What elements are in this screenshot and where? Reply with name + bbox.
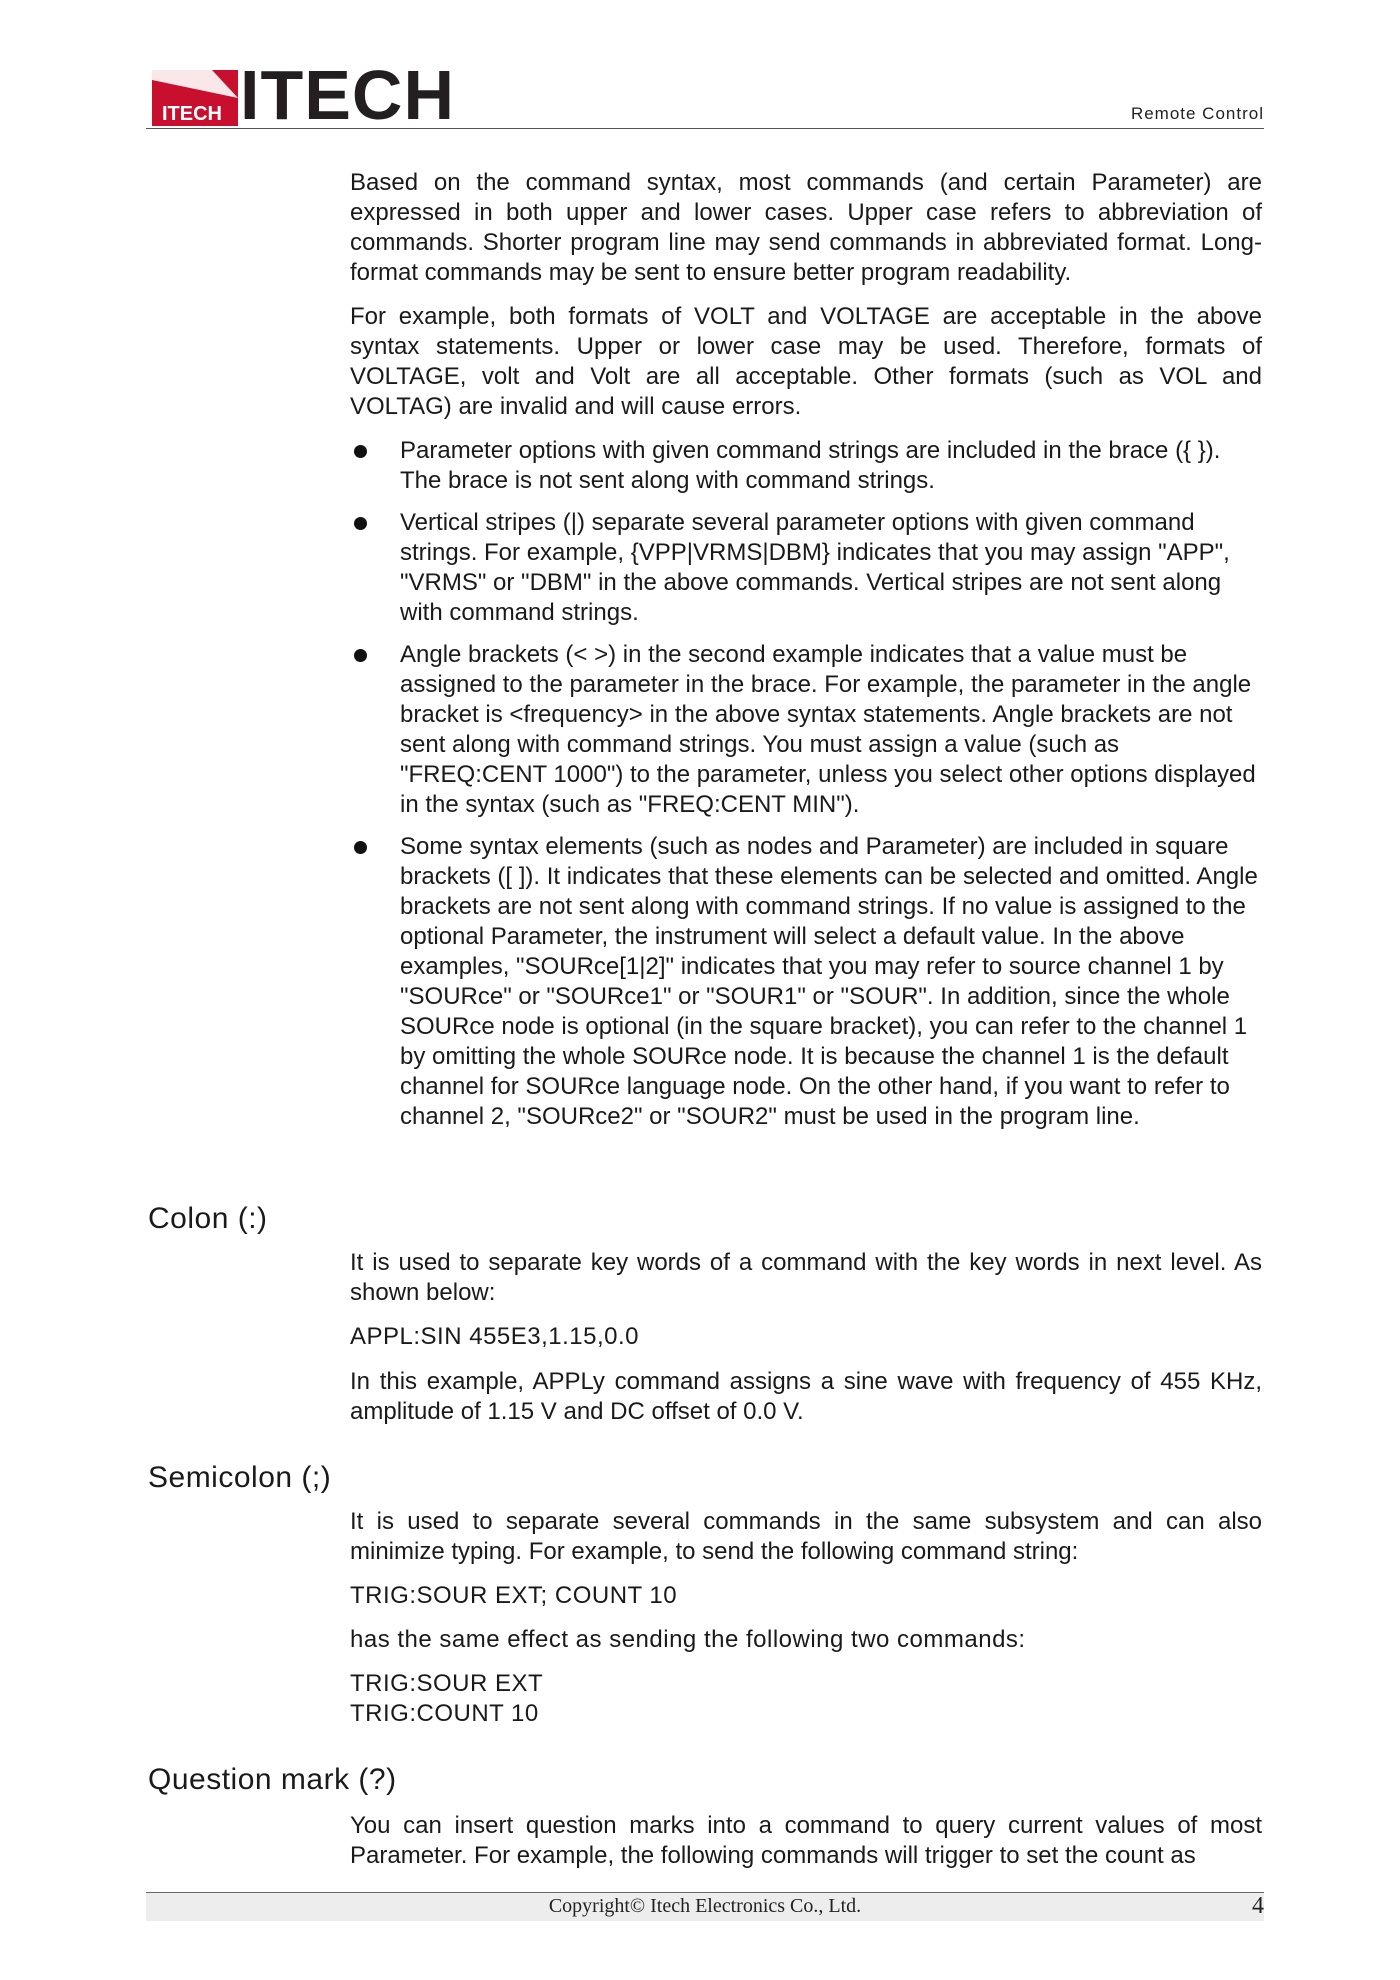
bullet-text-square-brackets: Some syntax elements (such as nodes and Parameter) are included in square brackets ([ ]). It indicates that these elements can be selected and omitted. Angle brackets are not sent along with command strings. If no value is assigned to the optional Parameter, the instrument will select a default value. In the above examples, "SOURce[1|2]" indicates that you may refer to source channel 1 by "SOURce" or "SOURce1" or "SOUR1" or "SOUR". In addition, since the whole SOURce node is optional (in the square bracket), you can refer to the channel 1 by omitting the whole SOURce node. It is because the channel 1 is the default channel for SOURce language node. On the other hand, if you want to refer to channel 2, "SOURce2" or "SOUR2" must be used in the program line.: [400, 833, 1258, 1130]
bullet-icon: [354, 517, 367, 530]
bullet-icon: [354, 649, 367, 662]
colon-code-example: APPL:SIN 455E3,1.15,0.0: [350, 1323, 640, 1350]
bullet-text-vertical-stripes: Vertical stripes (|) separate several parameter options with given command strings. For example, {VPP|VRMS|DBM} indicates that you may assign "APP", "VRMS" or "DBM" in the above commands. Vertical stripes are not sent along with command strings.: [400, 509, 1230, 626]
intro-paragraph-1-block: [350, 168, 1262, 288]
bullet-icon: [354, 841, 367, 854]
header-rule: [146, 128, 1264, 129]
semicolon-code-example: TRIG:SOUR EXT; COUNT 10: [350, 1582, 678, 1609]
footer-copyright: Copyright© Itech Electronics Co., Ltd.: [548, 1895, 862, 1917]
semicolon-paragraph-1-block: [350, 1507, 1262, 1567]
colon-paragraph-1-block: [350, 1248, 1262, 1308]
bullet-text-angle-brackets: Angle brackets (< >) in the second example indicates that a value must be assigned to the parameter in the brace. For example, the parameter in the angle bracket is <frequency> in the above syntax statements. Angle brackets are not sent along with command strings. You must assign a value (such as "FREQ:CENT 1000") to the parameter, unless you select other options displayed in the syntax (such as "FREQ:CENT MIN").: [400, 641, 1256, 818]
question-paragraph-1-block: [350, 1811, 1262, 1871]
intro-paragraph-2-block: [350, 302, 1262, 422]
colon-paragraph-2-block: [350, 1367, 1262, 1427]
semicolon-paragraph-2: has the same effect as sending the following two commands:: [350, 1626, 1026, 1653]
semicolon-code-line-2: TRIG:COUNT 10: [350, 1700, 539, 1727]
logo-wordmark: ITECH: [240, 56, 455, 134]
bullet-icon: [354, 445, 367, 458]
running-title: Remote Control: [1130, 104, 1264, 123]
semicolon-code-line-1: TRIG:SOUR EXT: [350, 1670, 544, 1697]
page-header: [146, 56, 1264, 134]
list-item: [350, 640, 1262, 820]
list-item: [350, 832, 1262, 1132]
bullet-text-brace: Parameter options with given command strings are included in the brace ({ }). The brace is not sent along with command strings.: [400, 437, 1221, 494]
list-item: [350, 508, 1262, 628]
question-mark-heading: Question mark (?): [148, 1763, 397, 1796]
page-footer: [146, 1892, 1264, 1921]
colon-paragraph-1: It is used to separate key words of a command with the key words in next level. As shown below:: [350, 1249, 1262, 1306]
logo-mark-text: ITECH: [162, 103, 222, 125]
semicolon-heading: Semicolon (;): [148, 1461, 332, 1494]
colon-heading: Colon (:): [148, 1202, 268, 1235]
page-number: 4: [1252, 1893, 1264, 1919]
intro-paragraph-2: For example, both formats of VOLT and VOLTAGE are acceptable in the above syntax statements. Upper or lower case may be used. Therefore, formats of VOLTAGE, volt and Volt are all acceptable. Other formats (such as VOL and VOLTAG) are invalid and will cause errors.: [350, 303, 1262, 420]
intro-paragraph-1: Based on the command syntax, most commands (and certain Parameter) are expressed in both upper and lower cases. Upper case refers to abbreviation of commands. Shorter program line may send commands in abbreviated format. Long-format commands may be sent to ensure better program readability.: [350, 169, 1262, 286]
itech-logo-mark: [152, 70, 238, 126]
syntax-bullet-list: [350, 436, 1262, 1132]
colon-paragraph-2: In this example, APPLy command assigns a sine wave with frequency of 455 KHz, amplitude of 1.15 V and DC offset of 0.0 V.: [350, 1368, 1262, 1425]
semicolon-paragraph-1: It is used to separate several commands in the same subsystem and can also minimize typing. For example, to send the following command string:: [350, 1508, 1262, 1565]
list-item: [350, 436, 1262, 496]
question-paragraph-1: You can insert question marks into a command to query current values of most Parameter. For example, the following commands will trigger to set the count as: [350, 1812, 1262, 1869]
